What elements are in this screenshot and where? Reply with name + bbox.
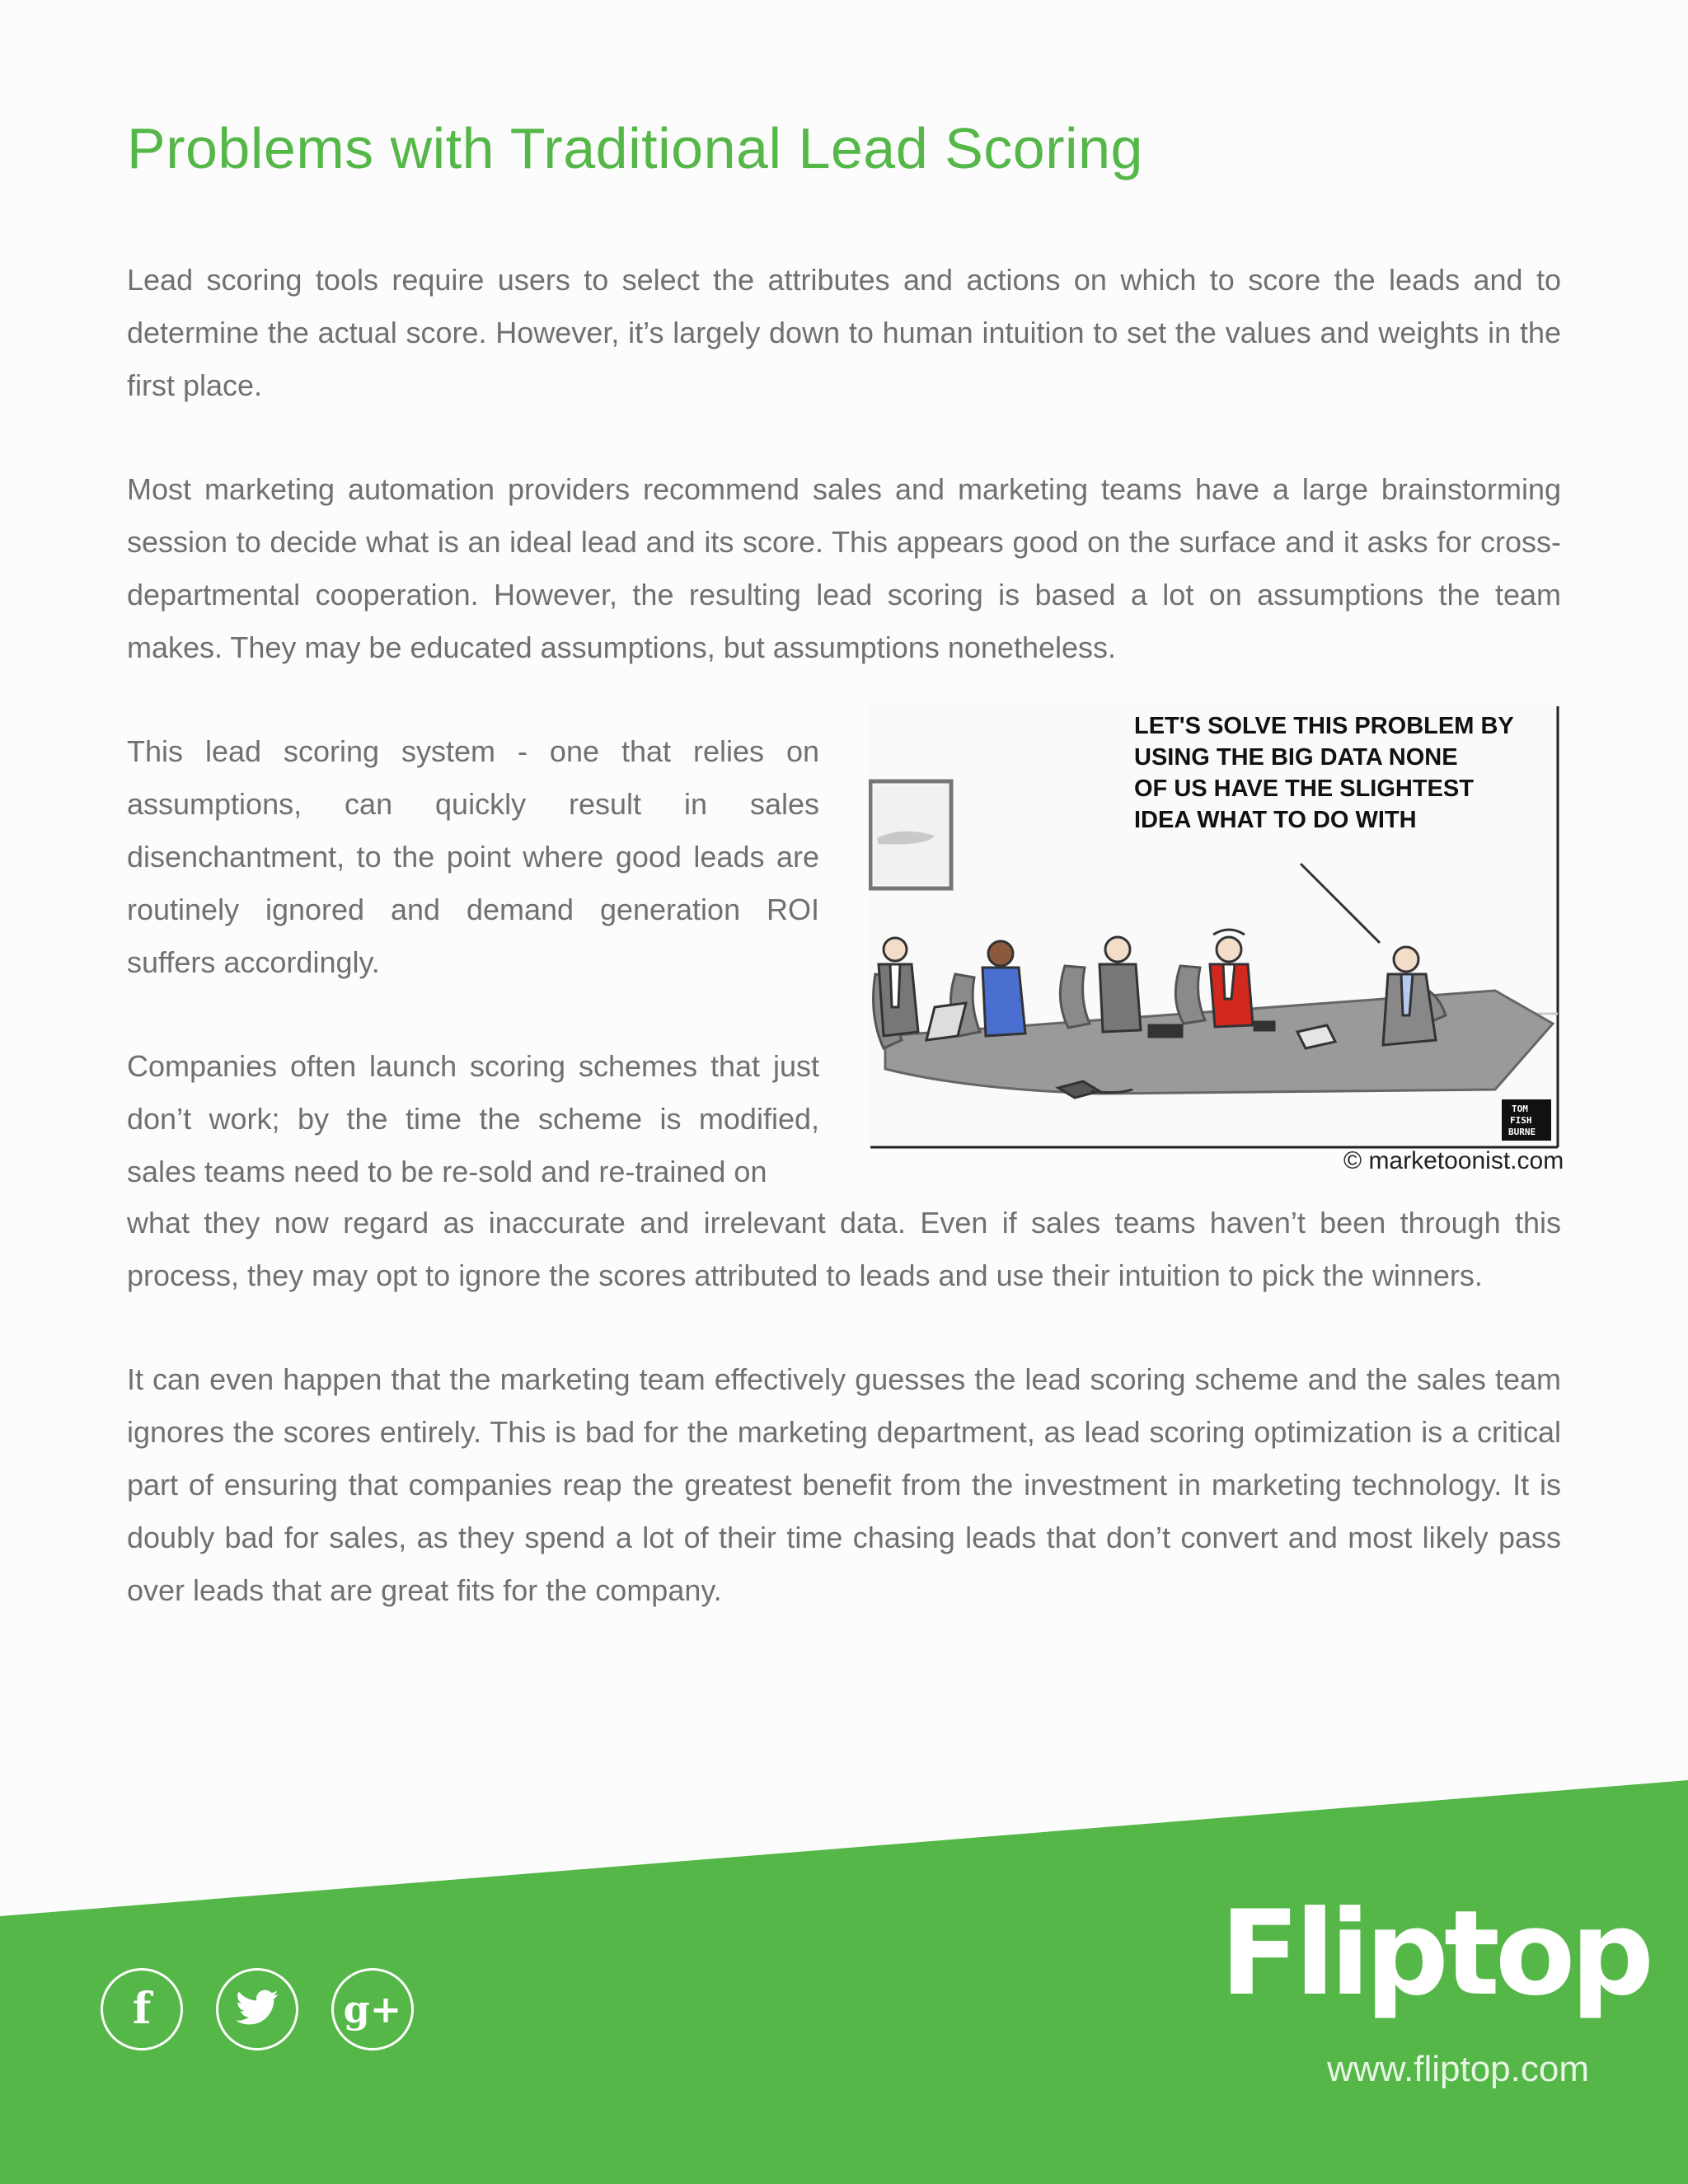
page-title: Problems with Traditional Lead Scoring: [127, 116, 1143, 180]
brand-logo: Fliptop: [1220, 1886, 1650, 2022]
paragraph: Most marketing automation providers recommend sales and marketing teams have a large brainstorming session to decide what is an ideal lead and its score. This appears good on the surface and it asks for cross-departmental cooperation. However, the resulting lead scoring is based a lot on assumptions the team makes. They may be educated assumptions, but assumptions nonetheless.: [127, 472, 1561, 664]
googleplus-button[interactable]: [331, 1968, 414, 2050]
facebook-icon: f: [132, 1984, 152, 2034]
facebook-button[interactable]: [101, 1968, 183, 2050]
paragraph: what they now regard as inaccurate and irrelevant data. Even if sales teams haven’t been through this process, they may opt to ignore the scores attributed to leads and use their intuition to pick the winners.: [127, 1206, 1561, 1292]
cartoon-caption-line: USING THE BIG DATA NONE: [1134, 744, 1458, 771]
paragraph: Companies often launch scoring schemes that just don’t work; by the time the scheme is modified, sales teams need to be re-sold and re-trained on: [127, 1049, 819, 1188]
cartoon-caption-line: LET'S SOLVE THIS PROBLEM BY: [1134, 713, 1514, 739]
cartoon-signature-line: TOM: [1512, 1104, 1528, 1114]
twitter-button[interactable]: [216, 1968, 298, 2050]
paragraph: It can even happen that the marketing team effectively guesses the lead scoring scheme and the sales team ignores the scores entirely. This is bad for the marketing department, as lead scoring optimization is a critical part of ensuring that companies reap the greatest benefit from the investment in marketing technology. It is doubly bad for sales, as they spend a lot of their time chasing leads that don’t convert and most likely pass over leads that are great fits for the company.: [127, 1362, 1561, 1607]
cartoon-credit: © marketoonist.com: [1343, 1147, 1564, 1174]
paragraph: Lead scoring tools require users to select the attributes and actions on which to score the leads and to determine the actual score. However, it’s largely down to human intuition to set the values and weights in the first place.: [127, 263, 1561, 402]
paragraph: This lead scoring system - one that relies on assumptions, can quickly result in sales disenchantment, to the point where good leads are routinely ignored and demand generation ROI suffers accordingly.: [127, 734, 819, 979]
cartoon-caption-line: IDEA WHAT TO DO WITH: [1134, 807, 1417, 833]
cartoon-illustration: [869, 702, 1561, 1180]
cartoon-signature-line: BURNE: [1508, 1127, 1536, 1137]
cartoon-caption-line: OF US HAVE THE SLIGHTEST: [1134, 776, 1474, 802]
cartoon-signature-line: FISH: [1510, 1115, 1532, 1126]
twitter-icon: [234, 1990, 280, 2029]
googleplus-icon: g+: [343, 1987, 402, 2032]
brand-url[interactable]: www.fliptop.com: [1327, 2049, 1589, 2089]
